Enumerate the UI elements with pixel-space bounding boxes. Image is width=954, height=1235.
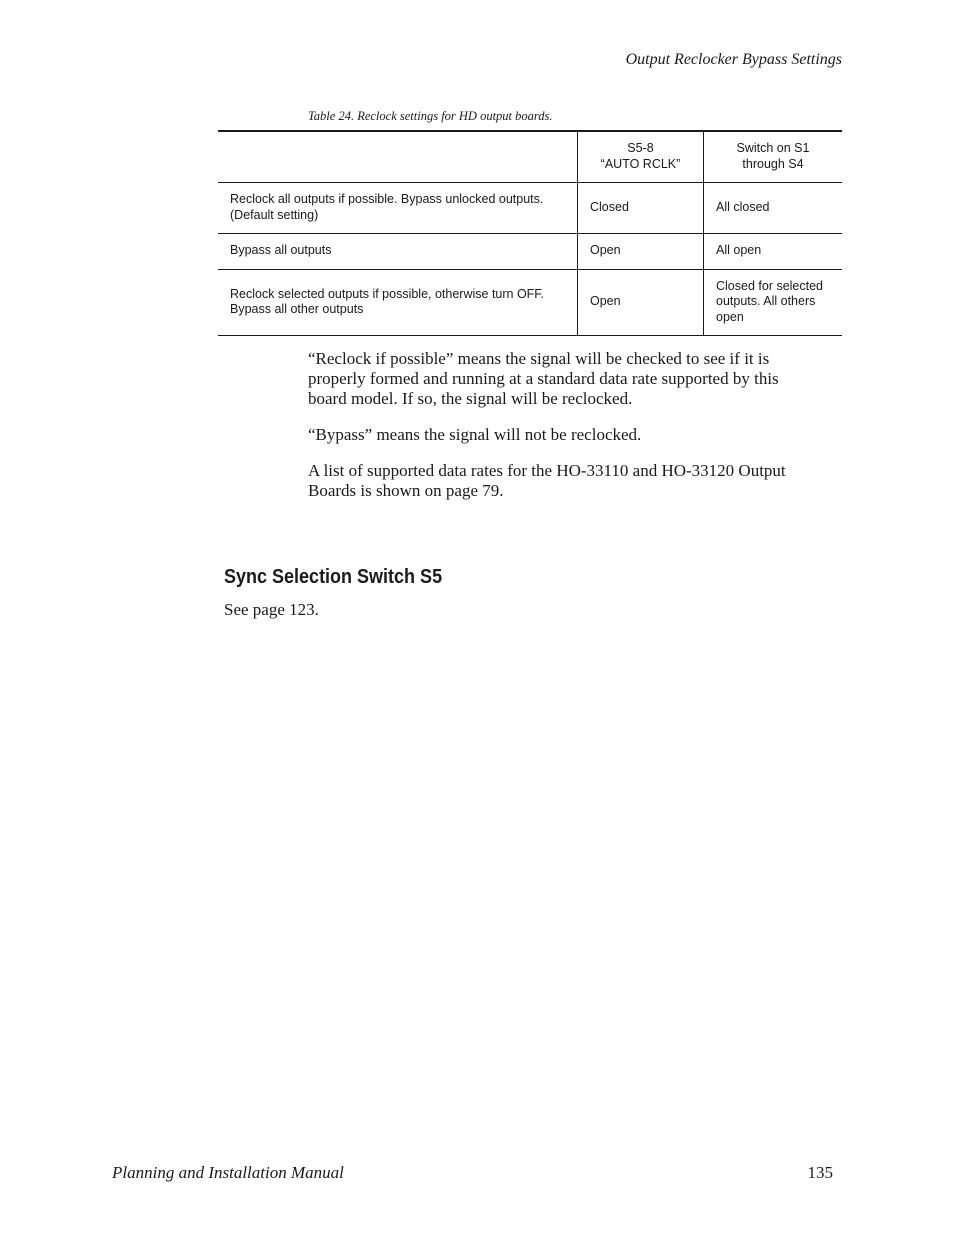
reclock-definition-paragraph: [308, 349, 848, 409]
column-header-s5-8: [578, 131, 704, 182]
cell-line: All open: [716, 243, 762, 258]
page-number: 135: [807, 1163, 833, 1182]
footer-manual-title: Planning and Installation Manual: [112, 1163, 344, 1182]
cell-line: Closed: [590, 199, 629, 214]
data-rates-paragraph: [308, 461, 848, 501]
row-s1-s4-value: [704, 269, 843, 335]
row-description: [218, 269, 578, 335]
cell-line: Bypass all other outputs: [230, 302, 364, 316]
cell-line: outputs. All others: [716, 294, 816, 309]
text-line: “Bypass” means the signal will not be reclocked.: [308, 425, 642, 444]
cell-line: Bypass all outputs: [230, 243, 332, 258]
cell-line: Open: [590, 243, 621, 258]
cell-line: Reclock all outputs if possible. Bypass unlocked outputs.: [230, 192, 544, 206]
running-header: Output Reclocker Bypass Settings: [625, 51, 842, 68]
table-header-row: [218, 131, 842, 182]
row-s1-s4-value: [704, 182, 843, 233]
header-line: Switch on S1: [736, 141, 810, 156]
header-line: through S4: [742, 156, 804, 171]
reclock-settings-table: [218, 130, 842, 336]
cell-line: open: [716, 309, 744, 324]
cell-line: All closed: [716, 199, 770, 214]
row-s5-8-value: [578, 182, 704, 233]
text-line: board model. If so, the signal will be reclocked.: [308, 389, 633, 408]
row-s5-8-value: [578, 233, 704, 269]
text-line: A list of supported data rates for the HO-33110 and HO-33120 Output: [308, 461, 786, 480]
header-line: S5-8: [627, 141, 654, 156]
cell-line: (Default setting): [230, 207, 319, 222]
table-row: [218, 233, 842, 269]
text-line: Boards is shown on page 79.: [308, 481, 504, 500]
table-row: [218, 182, 842, 233]
column-header-description: [218, 131, 578, 182]
table-row: [218, 269, 842, 335]
text-line: properly formed and running at a standard data rate supported by this: [308, 369, 779, 388]
row-description: [218, 182, 578, 233]
column-header-s1-s4: [704, 131, 843, 182]
cell-line: Reclock selected outputs if possible, otherwise turn OFF.: [230, 286, 545, 301]
cell-line: Open: [590, 294, 621, 309]
bypass-definition-paragraph: [308, 425, 848, 445]
cell-line: Closed for selected: [716, 278, 824, 293]
row-s5-8-value: [578, 269, 704, 335]
see-page-reference: See page 123.: [224, 600, 319, 619]
header-line: “AUTO RCLK”: [600, 156, 681, 171]
section-heading: Sync Selection Switch S5: [224, 566, 443, 588]
row-s1-s4-value: [704, 233, 843, 269]
row-description: [218, 233, 578, 269]
table-caption: Table 24. Reclock settings for HD output boards.: [308, 109, 553, 123]
text-line: “Reclock if possible” means the signal will be checked to see if it is: [308, 349, 770, 368]
